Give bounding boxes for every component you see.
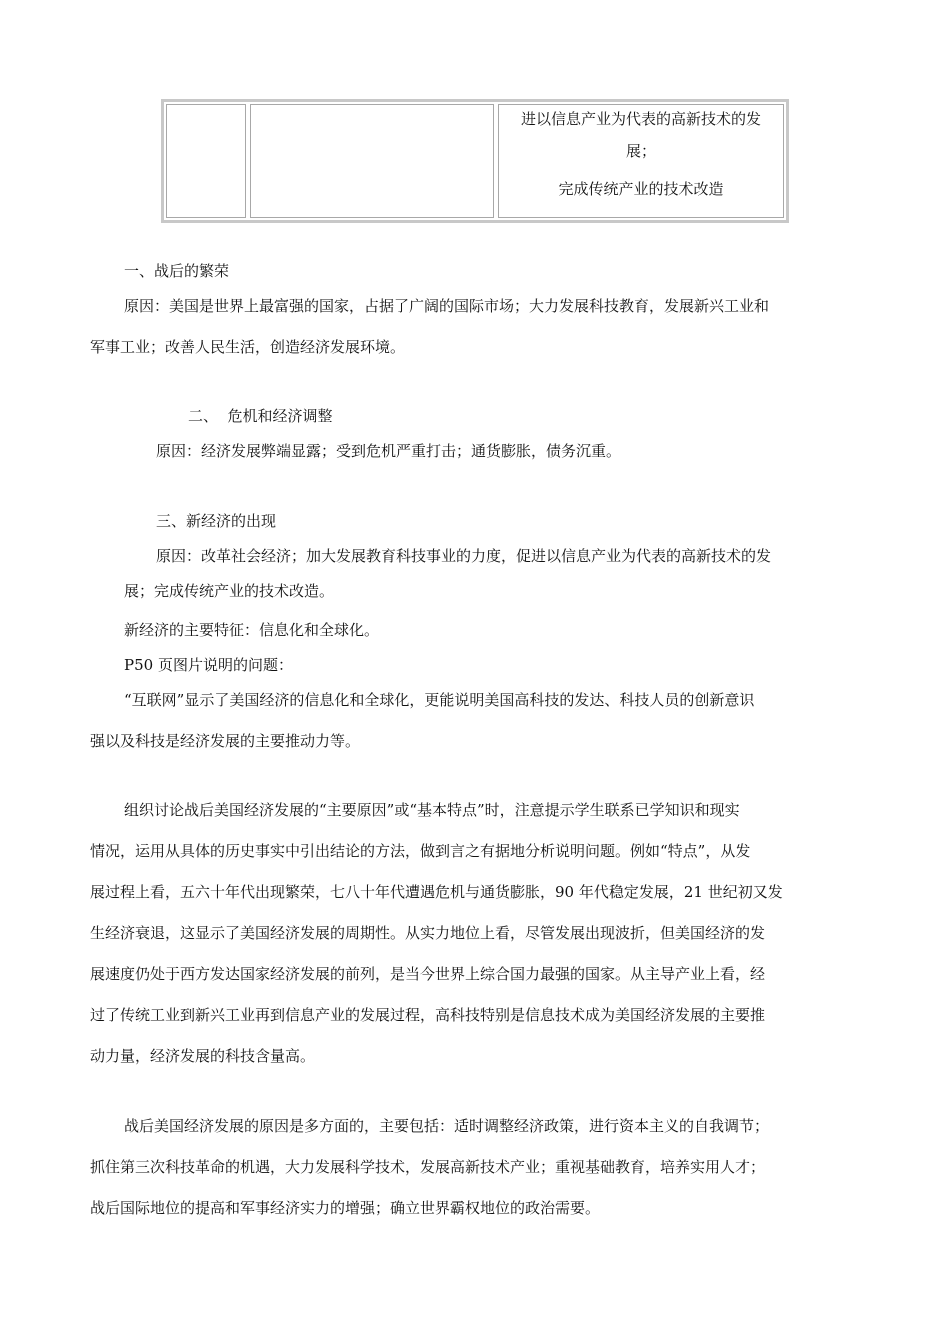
paragraph-line: 战后国际地位的提高和军事经济实力的增强；确立世界霸权地位的政治需要。 [90,1199,601,1217]
paragraph-line: 新经济的主要特征：信息化和全球化。 [124,621,380,639]
section-heading: 二、 危机和经济调整 [188,407,333,425]
table-cell-3 [498,104,784,218]
section-heading: 三、新经济的出现 [156,512,277,530]
paragraph-line: 过了传统工业到新兴工业再到信息产业的发展过程，高科技特别是信息技术成为美国经济发展的主要推 [90,1006,766,1024]
paragraph-line: 展过程上看，五六十年代出现繁荣，七八十年代遭遇危机与通货膨胀，90 年代稳定发展，21 世纪初又发 [90,883,783,901]
table-cell-1 [166,104,246,218]
paragraph-line: 组织讨论战后美国经济发展的“主要原因”或“基本特点”时，注意提示学生联系已学知识和现实 [124,801,740,819]
paragraph-line: 战后美国经济发展的原因是多方面的，主要包括：适时调整经济政策，进行资本主义的自我调节； [124,1117,770,1135]
paragraph-line: 生经济衰退，这显示了美国经济发展的周期性。从实力地位上看，尽管发展出现波折，但美国经济的发 [90,924,766,942]
paragraph-line: 原因：改革社会经济；加大发展教育科技事业的力度，促进以信息产业为代表的高新技术的发 [156,547,772,565]
table-cell-text: 进以信息产业为代表的高新技术的发 [520,110,761,128]
paragraph-line: P50 页图片说明的问题： [124,656,293,674]
summary-table [161,99,789,223]
paragraph-line: 原因：美国是世界上最富强的国家，占据了广阔的国际市场；大力发展科技教育，发展新兴工业和 [124,297,770,315]
paragraph-line: 抓住第三次科技革命的机遇，大力发展科学技术，发展高新技术产业；重视基础教育，培养实用人才； [90,1158,766,1176]
paragraph-line: 情况，运用从具体的历史事实中引出结论的方法，做到言之有据地分析说明问题。例如“特点”，从发 [90,842,751,860]
paragraph-line: 动力量，经济发展的科技含量高。 [90,1047,316,1065]
paragraph-line: 展速度仍处于西方发达国家经济发展的前列，是当今世界上综合国力最强的国家。从主导产业上看，经 [90,965,766,983]
paragraph-line: “互联网”显示了美国经济的信息化和全球化，更能说明美国高科技的发达、科技人员的创新意识 [124,691,755,709]
paragraph-line: 展；完成传统产业的技术改造。 [124,582,335,600]
table-cell-text: 展； [625,142,656,160]
table-cell-2 [250,104,494,218]
table-cell-text: 完成传统产业的技术改造 [558,180,724,198]
paragraph-line: 原因：经济发展弊端显露；受到危机严重打击；通货膨胀，债务沉重。 [156,442,622,460]
paragraph-line: 军事工业；改善人民生活，创造经济发展环境。 [90,338,406,356]
paragraph-line: 强以及科技是经济发展的主要推动力等。 [90,732,361,750]
section-heading: 一、战后的繁荣 [124,262,230,280]
